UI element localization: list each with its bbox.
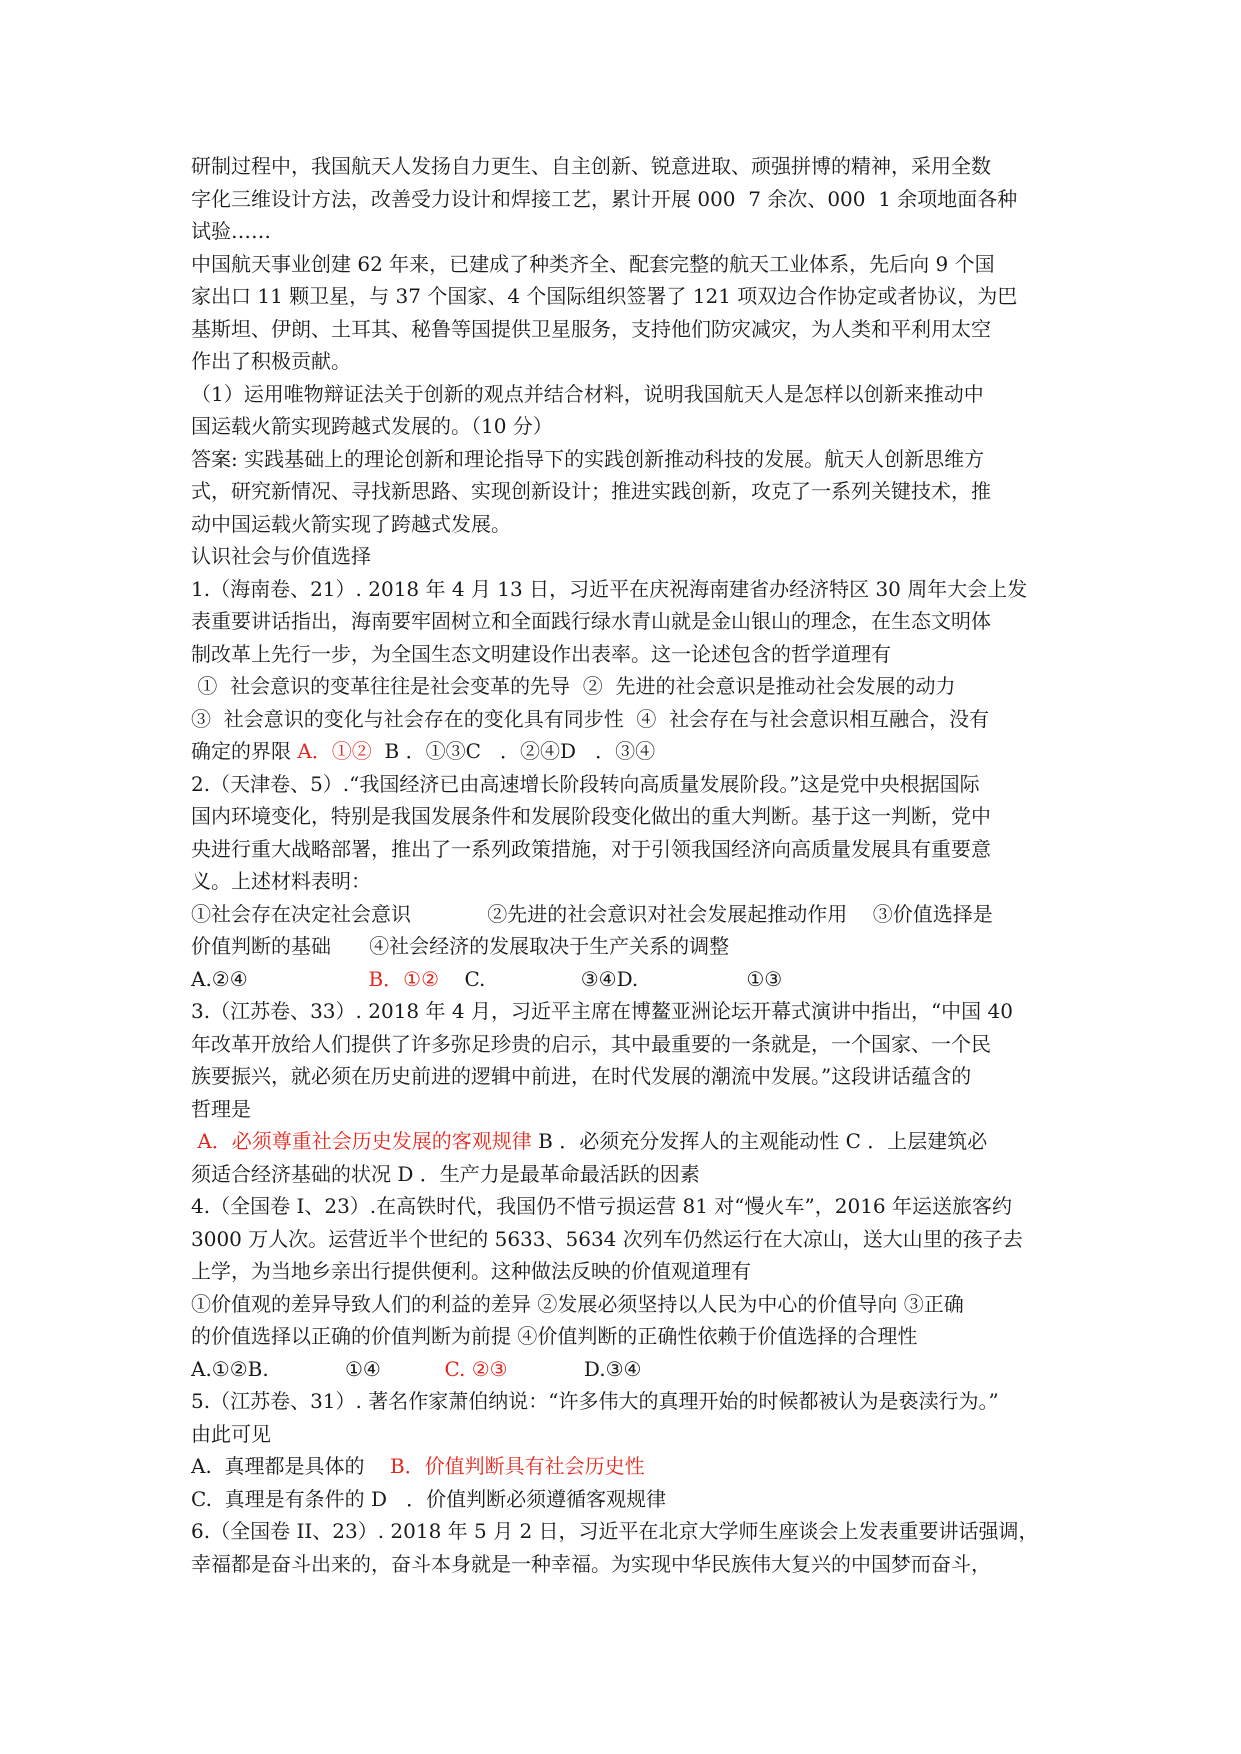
- text-line: [191, 735, 1061, 768]
- text-line: [191, 1385, 1061, 1418]
- text-line: [191, 963, 1061, 996]
- text-line: [191, 1223, 1061, 1256]
- text-segment: 2.（天津卷、5）.“我国经济已由高速增长阶段转向高质量发展阶段。”这是党中央根据国际: [191, 771, 980, 796]
- text-segment: C. ③④D. ①③: [439, 966, 783, 991]
- text-line: [191, 898, 1061, 931]
- text-segment: 3000 万人次。运营近半个世纪的 5633、5634 次列车仍然运行在大凉山，送大山里的孩子去: [191, 1226, 1023, 1251]
- text-line: [191, 1190, 1061, 1223]
- text-segment: 表重要讲话指出，海南要牢固树立和全面践行绿水青山就是金山银山的理念，在生态文明体: [191, 609, 991, 633]
- text-segment: 答案: 实践基础上的理论创新和理论指导下的实践创新推动科技的发展。航天人创新思维方: [191, 446, 985, 471]
- text-line: [191, 508, 1061, 541]
- text-segment: 国内环境变化，特别是我国发展条件和发展阶段变化做出的重大判断。基于这一判断，党中: [191, 804, 991, 828]
- text-segment: 义。上述材料表明：: [191, 869, 371, 893]
- text-segment: （1）运用唯物辩证法关于创新的观点并结合材料，说明我国航天人是怎样以创新来推动中: [191, 381, 984, 406]
- text-segment: 中国航天事业创建 62 年来，已建成了种类齐全、配套完整的航天工业体系，先后向 9 个国: [191, 251, 995, 276]
- text-line: [191, 475, 1061, 508]
- text-line: [191, 865, 1061, 898]
- text-segment: 式，研究新情况、寻找新思路、实现创新设计；推进实践创新，攻克了一系列关键技术，推: [191, 479, 991, 503]
- text-line: [191, 1158, 1061, 1191]
- text-segment: ① 社会意识的变革往往是社会变革的先导 ② 先进的社会意识是推动社会发展的动力: [191, 674, 956, 698]
- text-segment: 6.（全国卷 II、23）. 2018 年 5 月 2 日，习近平在北京大学师生座谈会上发表重要讲话强调，: [191, 1519, 1039, 1543]
- text-line: [191, 930, 1061, 963]
- text-line: [191, 1418, 1061, 1451]
- text-line: [191, 1450, 1061, 1483]
- text-segment: 的价值选择以正确的价值判断为前提 ④价值判断的正确性依赖于价值选择的合理性: [191, 1324, 918, 1348]
- text-segment: 试验……: [191, 219, 271, 243]
- text-segment: 作出了积极贡献。: [191, 349, 351, 373]
- text-segment: 由此可见: [191, 1421, 271, 1446]
- text-line: [191, 670, 1061, 703]
- answer-highlight: A．必须尊重社会历史发展的客观规律: [197, 1129, 532, 1153]
- text-line: [191, 248, 1061, 281]
- document-body: [191, 150, 1061, 1580]
- answer-highlight: B．价值判断具有社会历史性: [389, 1454, 645, 1478]
- text-line: [191, 215, 1061, 248]
- text-line: [191, 1060, 1061, 1093]
- text-line: [191, 1548, 1061, 1581]
- text-line: [191, 443, 1061, 476]
- text-line: [191, 833, 1061, 866]
- text-line: [191, 1515, 1061, 1548]
- text-segment: 幸福都是奋斗出来的，奋斗本身就是一种幸福。为实现中华民族伟大复兴的中国梦而奋斗，: [191, 1551, 991, 1576]
- text-segment: C. 真理是有条件的 D ．价值判断必须遵循客观规律: [191, 1486, 667, 1511]
- text-line: [191, 378, 1061, 411]
- text-line: [191, 768, 1061, 801]
- text-line: [191, 800, 1061, 833]
- answer-highlight: A．①②: [297, 739, 372, 763]
- text-segment: 家出口 11 颗卫星，与 37 个国家、4 个国际组织签署了 121 项双边合作协定或者协议，为巴: [191, 284, 1018, 308]
- text-segment: B ．①③C ．②④D ．③④: [371, 739, 656, 763]
- text-segment: 基斯坦、伊朗、土耳其、秘鲁等国提供卫星服务，支持他们防灾减灾，为人类和平利用太空: [191, 316, 991, 341]
- text-line: [191, 1483, 1061, 1516]
- text-line: [191, 1255, 1061, 1288]
- text-line: [191, 703, 1061, 736]
- text-segment: 1.（海南卷、21）. 2018 年 4 月 13 日，习近平在庆祝海南建省办经济特区 30 周年大会上发: [191, 576, 1028, 601]
- text-segment: 4.（全国卷 I、23）.在高铁时代，我国仍不惜亏损运营 81 对“慢火车”，2016 年运送旅客约: [191, 1194, 1013, 1218]
- text-segment: 制改革上先行一步，为全国生态文明建设作出表率。这一论述包含的哲学道理有: [191, 641, 891, 666]
- text-line: [191, 280, 1061, 313]
- text-segment: 字化三维设计方法，改善受力设计和焊接工艺，累计开展 000 7 余次、000 1 余项地面各种: [191, 186, 1018, 211]
- text-segment: 认识社会与价值选择: [191, 544, 371, 568]
- text-segment: 5.（江苏卷、31）. 著名作家萧伯纳说：“许多伟大的真理开始的时候都被认为是亵渎行为。”: [191, 1389, 999, 1413]
- text-segment: 价值判断的基础 ④社会经济的发展取决于生产关系的调整: [191, 934, 730, 958]
- text-segment: 年改革开放给人们提供了许多弥足珍贵的启示，其中最重要的一条就是，一个国家、一个民: [191, 1031, 991, 1056]
- text-segment: 央进行重大战略部署，推出了一系列政策措施，对于引领我国经济向高质量发展具有重要意: [191, 836, 991, 861]
- text-line: [191, 345, 1061, 378]
- text-line: [191, 605, 1061, 638]
- text-segment: 须适合经济基础的状况 D ．生产力是最革命最活跃的因素: [191, 1161, 700, 1186]
- text-segment: 哲理是: [191, 1096, 251, 1121]
- text-line: [191, 183, 1061, 216]
- text-line: [191, 1028, 1061, 1061]
- text-line: [191, 1320, 1061, 1353]
- text-segment: D.③④: [507, 1356, 642, 1381]
- text-line: [191, 410, 1061, 443]
- text-line: [191, 638, 1061, 671]
- text-segment: 动中国运载火箭实现了跨越式发展。: [191, 511, 511, 536]
- answer-highlight: C. ②③: [444, 1356, 508, 1381]
- text-segment: 国运载火箭实现跨越式发展的。（10 分）: [191, 414, 553, 438]
- text-line: [191, 540, 1061, 573]
- text-segment: 确定的界限: [191, 739, 298, 763]
- text-segment: 研制过程中，我国航天人发扬自力更生、自主创新、锐意进取、顽强拼博的精神，采用全数: [191, 154, 991, 178]
- text-line: [191, 1353, 1061, 1386]
- text-segment: ③ 社会意识的变化与社会存在的变化具有同步性 ④ 社会存在与社会意识相互融合，没有: [191, 706, 990, 731]
- text-line: [191, 1093, 1061, 1126]
- text-segment: 族要振兴，就必须在历史前进的逻辑中前进，在时代发展的潮流中发展。”这段讲话蕴含的: [191, 1064, 972, 1088]
- text-segment: A.①②B. ①④: [191, 1356, 445, 1381]
- text-line: [191, 573, 1061, 606]
- text-segment: ①价值观的差异导致人们的利益的差异 ②发展必须坚持以人民为中心的价值导向 ③正确: [191, 1291, 964, 1316]
- text-line: [191, 313, 1061, 346]
- text-segment: 上学，为当地乡亲出行提供便利。这种做法反映的价值观道理有: [191, 1259, 751, 1283]
- text-segment: B ．必须充分发挥人的主观能动性 C ．上层建筑必: [531, 1129, 988, 1153]
- text-line: [191, 150, 1061, 183]
- text-segment: A.②④: [191, 966, 369, 991]
- text-segment: 3.（江苏卷、33）. 2018 年 4 月，习近平主席在博鳌亚洲论坛开幕式演讲中指出，“中国 40: [191, 999, 1013, 1023]
- answer-highlight: B．①②: [368, 966, 440, 991]
- text-segment: ①社会存在决定社会意识 ②先进的社会意识对社会发展起推动作用 ③价值选择是: [191, 901, 993, 926]
- text-line: [191, 1125, 1061, 1158]
- text-segment: A. 真理都是具体的: [191, 1454, 390, 1478]
- text-line: [191, 1288, 1061, 1321]
- text-line: [191, 995, 1061, 1028]
